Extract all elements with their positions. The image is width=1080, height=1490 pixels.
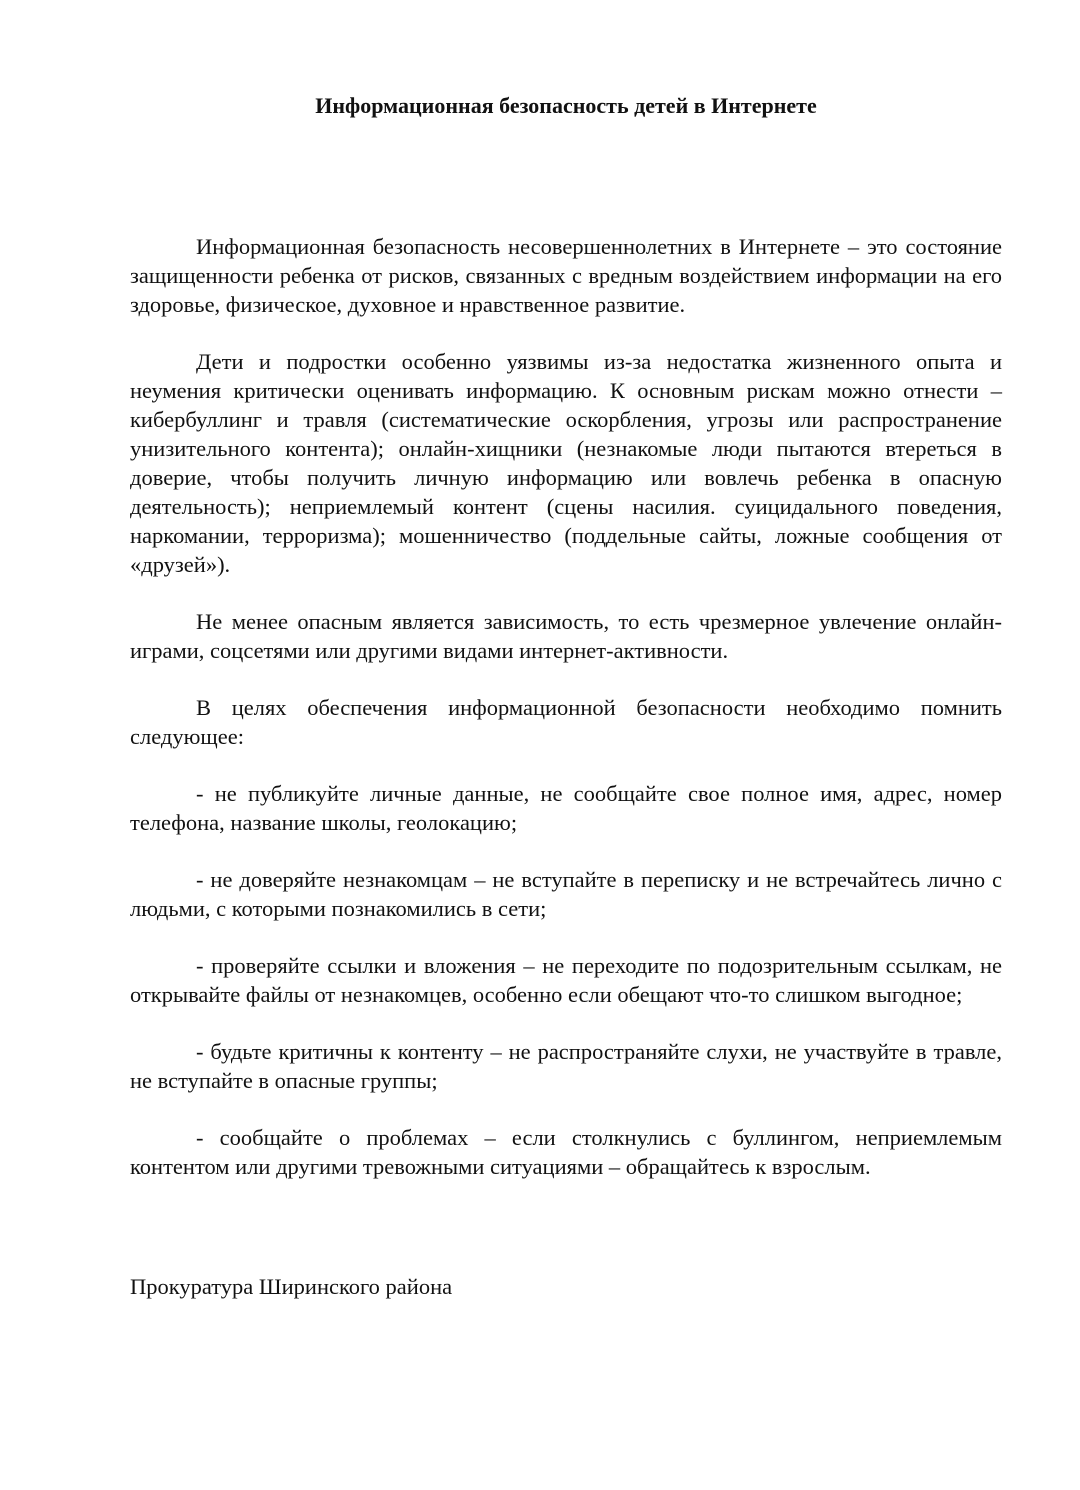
document-title: Информационная безопасность детей в Интернете (315, 93, 817, 118)
rule-report-problems: - сообщайте о проблемах – если столкнулись с буллингом, неприемлемым контентом или другими тревожными ситуациями – обращайтесь к взрослым. (130, 1125, 1002, 1179)
intro-paragraph: Информационная безопасность несовершеннолетних в Интернете – это состояние защищенности ребенка от рисков, связанных с вредным воздействием информации на его здоровье, физическое, духовное и нравственное развитие. (130, 234, 1002, 317)
signature: Прокуратура Ширинского района (130, 1274, 453, 1299)
rule-links-attachments: - проверяйте ссылки и вложения – не переходите по подозрительным ссылкам, не открывайте файлы от незнакомцев, особенно если обещают что-то слишком выгодное; (130, 953, 1002, 1007)
document-body (130, 232, 1002, 1209)
recommendations-intro-paragraph: В целях обеспечения информационной безопасности необходимо помнить следующее: (130, 695, 1002, 749)
rule-personal-data: - не публикуйте личные данные, не сообщайте свое полное имя, адрес, номер телефона, название школы, геолокацию; (130, 781, 1002, 835)
rule-strangers: - не доверяйте незнакомцам – не вступайте в переписку и не встречайтесь лично с людьми, с которыми познакомились в сети; (130, 867, 1002, 921)
risks-paragraph: Дети и подростки особенно уязвимы из-за недостатка жизненного опыта и неумения критически оценивать информацию. К основным рискам можно отнести – кибербуллинг и травля (систематические оскорбления, угрозы или распространение унизительного контента); онлайн-хищники (незнакомые люди пытаются втереться в доверие, чтобы получить личную информацию или вовлечь ребенка в опасную деятельность); неприемлемый контент (сцены насилия. суицидального поведения, наркомании, терроризма); мошенничество (поддельные сайты, ложные сообщения от «друзей»). (130, 349, 1002, 577)
rule-content-critical: - будьте критичны к контенту – не распространяйте слухи, не участвуйте в травле, не вступайте в опасные группы; (130, 1039, 1002, 1093)
addiction-paragraph: Не менее опасным является зависимость, то есть чрезмерное увлечение онлайн-играми, соцсетями или другими видами интернет-активности. (130, 609, 1002, 663)
